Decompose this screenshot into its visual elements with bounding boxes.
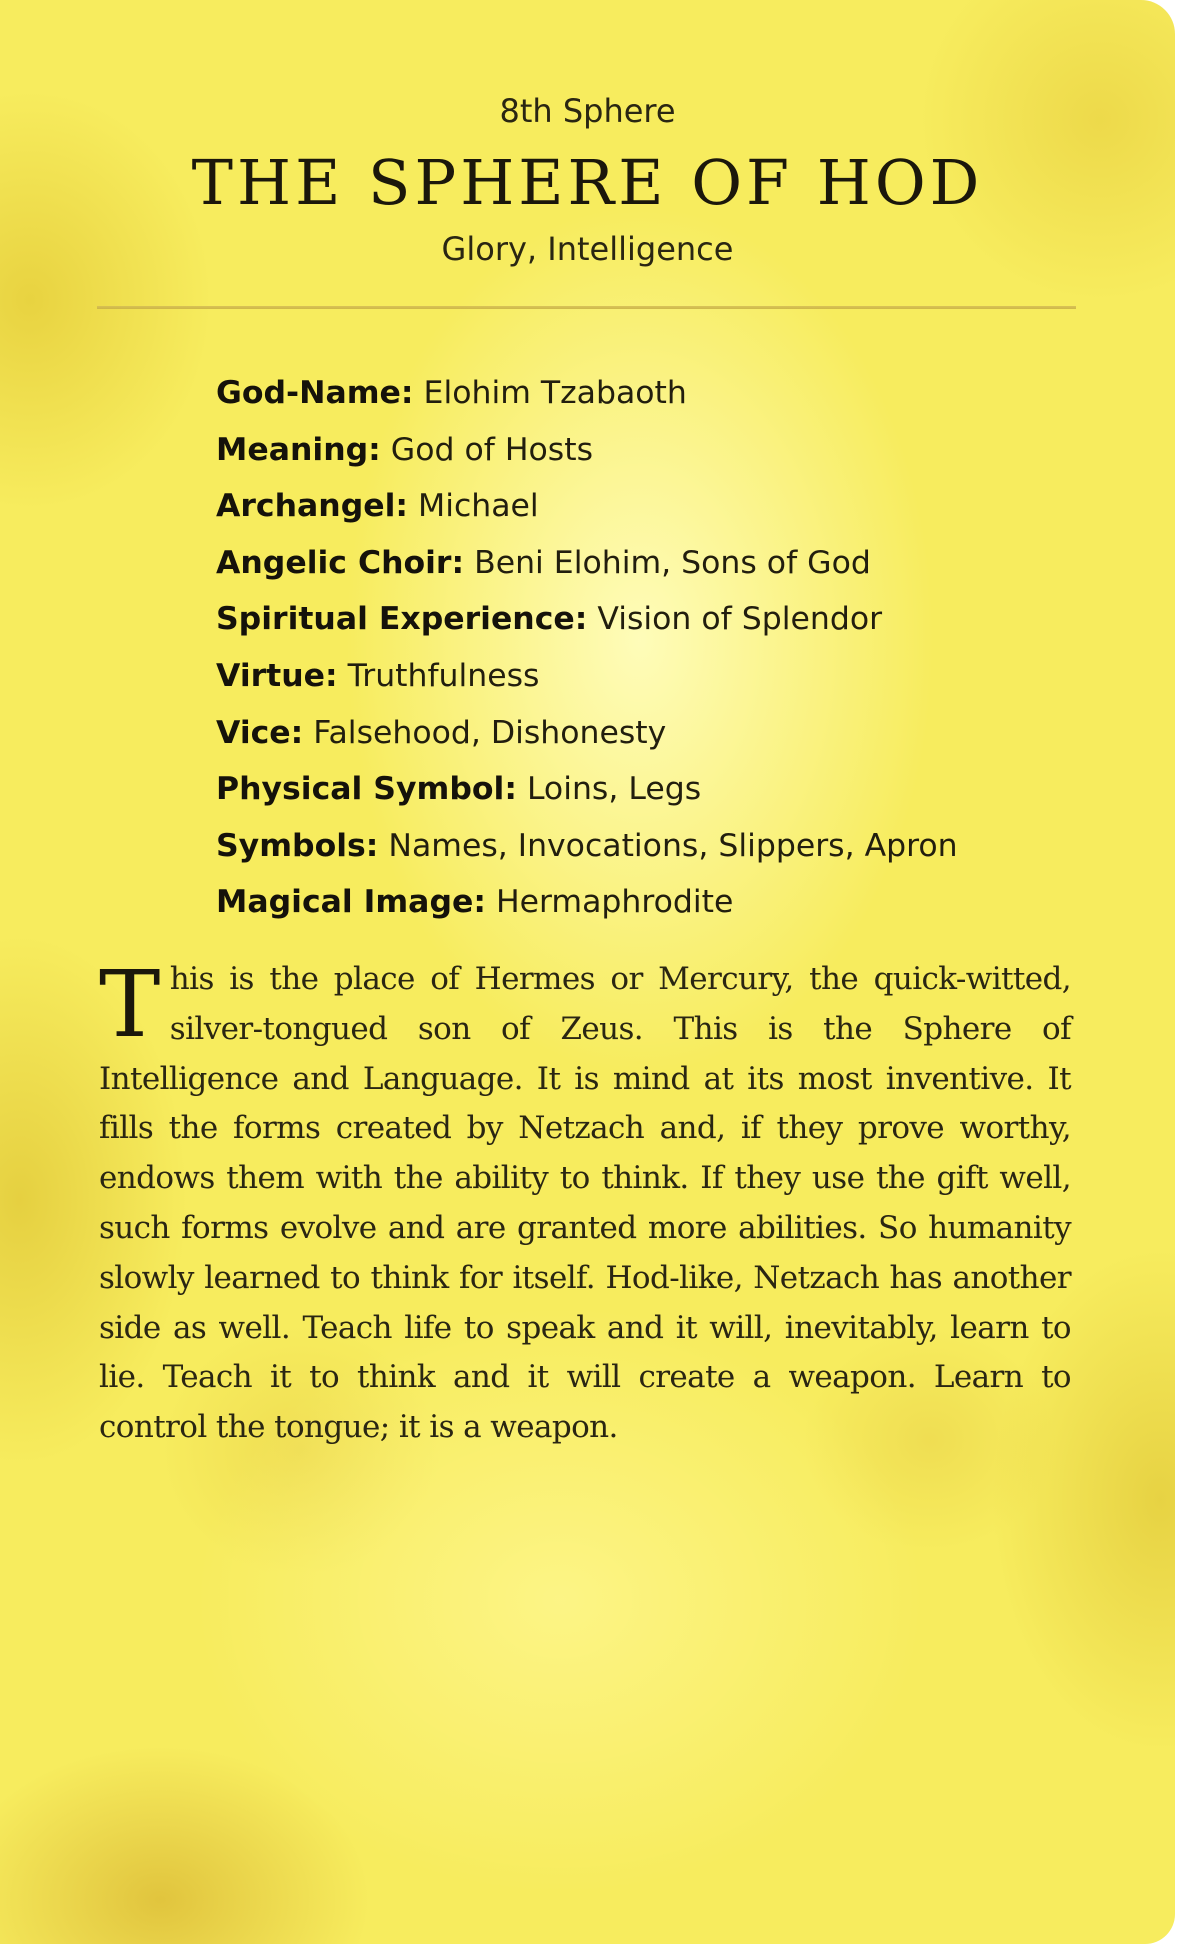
attribute-angelic-choir (216, 535, 958, 592)
attribute-label: Archangel: (216, 488, 408, 525)
attribute-value: Loins, Legs (526, 771, 702, 808)
attribute-vice (216, 705, 958, 762)
attribute-value: Names, Invocations, Slippers, Apron (388, 827, 958, 864)
card-subtitle: Glory, Intelligence (441, 230, 734, 268)
attribute-magical-image (216, 874, 958, 931)
attribute-value: Beni Elohim, Sons of God (474, 544, 871, 581)
attribute-label: Meaning: (216, 431, 381, 468)
attribute-label: Spiritual Experience: (216, 601, 588, 638)
attribute-label: Vice: (216, 714, 304, 751)
attribute-value: God of Hosts (390, 431, 593, 468)
attribute-value: Truthfulness (347, 657, 540, 694)
attribute-symbols (216, 818, 958, 875)
description-text: his is the place of Hermes or Mercury, the quick-witted, silver-tongued son of Zeus. This is the Sphere of Intelligence and Language. It is mind at its most inventive. It fills the forms created by Netzach and, if they prove worthy, endows them with the ability to think. If they use the gift well, such forms evolve and are granted more abilities. So humanity slowly learned to think for itself. Hod-like, Netzach has another side as well. Teach life to speak and it will, inevitably, learn to lie. Teach it to think and it will create a weapon. Learn to control the tongue; it is a weapon. (99, 961, 1071, 1446)
attribute-value: Elohim Tzabaoth (423, 375, 687, 411)
attribute-spiritual-experience (216, 591, 958, 648)
sphere-number: 8th Sphere (499, 92, 676, 130)
description-paragraph (99, 951, 1071, 1453)
attribute-physical-symbol (216, 761, 958, 818)
attribute-label: Angelic Choir: (216, 544, 465, 581)
attribute-archangel (216, 478, 958, 535)
card-title: THE SPHERE OF HOD (191, 146, 984, 219)
attribute-label: Magical Image: (216, 884, 486, 921)
drop-cap: T (99, 951, 160, 1058)
attribute-label: Virtue: (216, 657, 338, 694)
attribute-value: Vision of Splendor (597, 601, 883, 638)
attribute-value: Michael (418, 488, 539, 525)
attribute-value: Hermaphrodite (495, 884, 734, 921)
attribute-label: Physical Symbol: (216, 771, 517, 808)
attribute-label: God-Name: (216, 375, 414, 411)
attribute-list (216, 365, 958, 931)
attribute-label: Symbols: (216, 827, 379, 864)
attribute-virtue (216, 648, 958, 705)
attribute-meaning (216, 422, 958, 479)
attribute-value: Falsehood, Dishonesty (313, 714, 667, 751)
attribute-god-name (216, 365, 958, 422)
header-divider (97, 306, 1076, 309)
